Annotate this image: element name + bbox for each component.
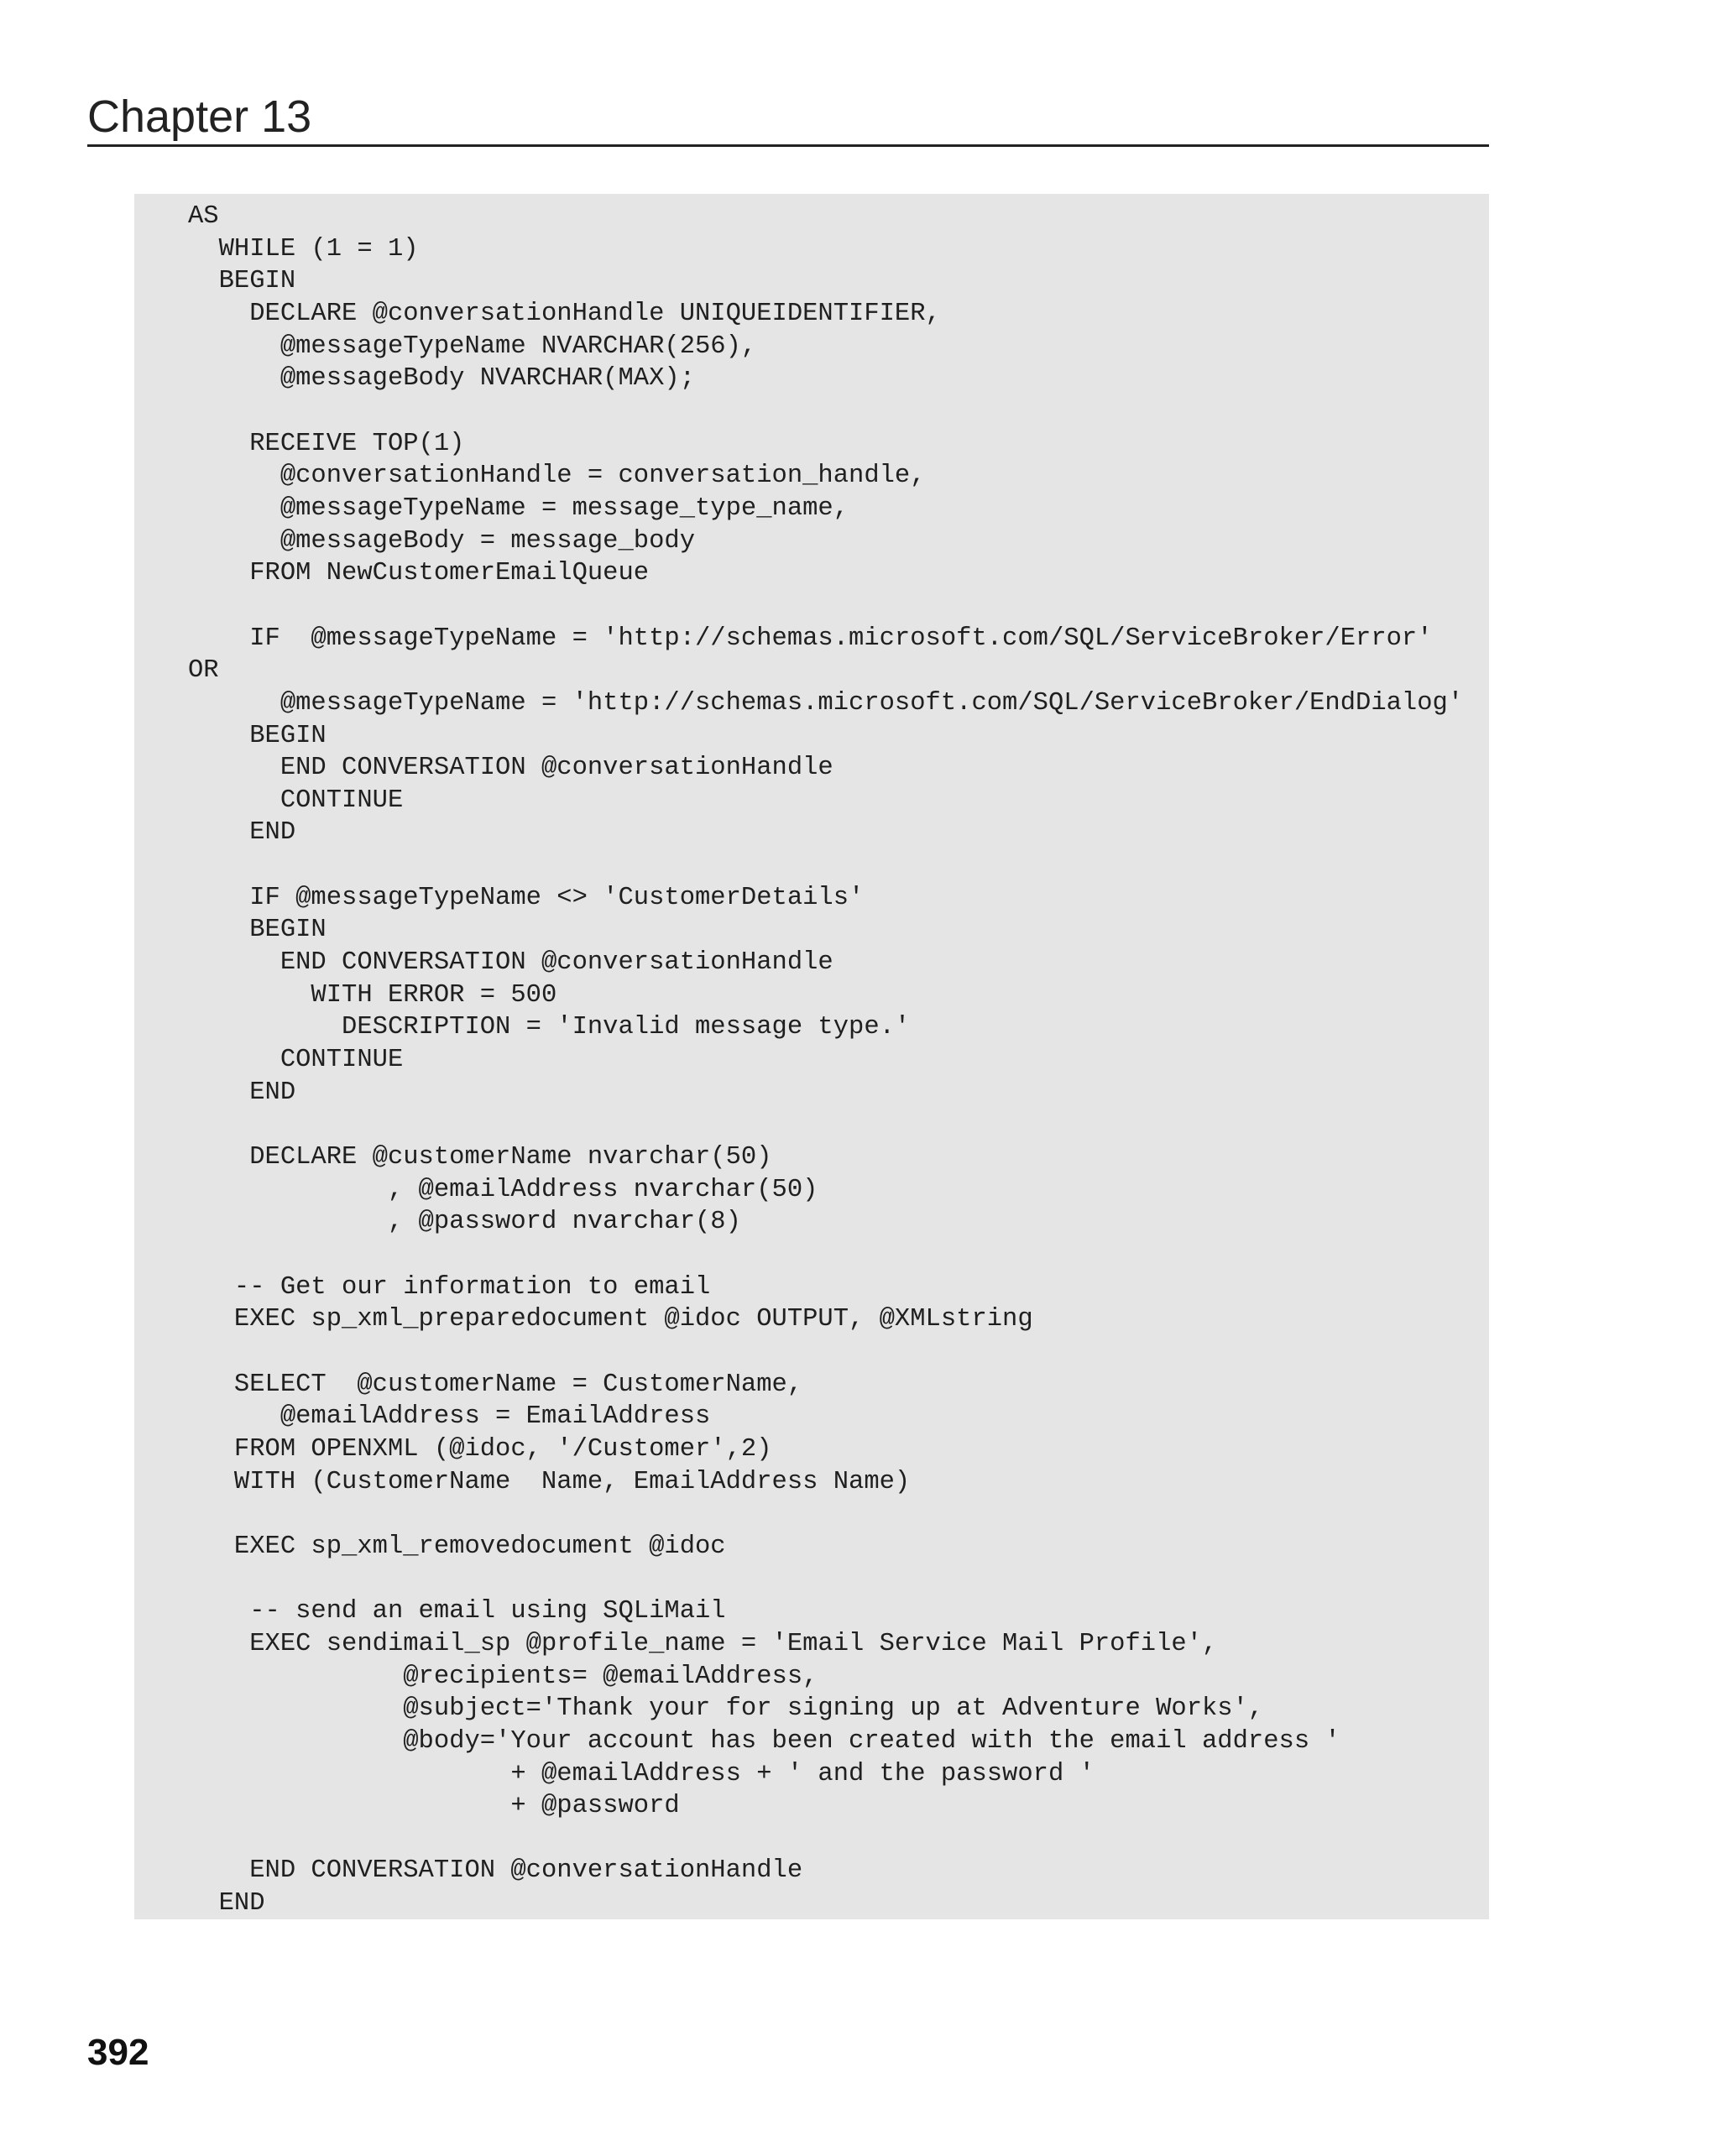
page-number: 392: [87, 2032, 149, 2073]
code-line: FROM NewCustomerEmailQueue: [188, 559, 650, 588]
chapter-header: [87, 84, 1489, 147]
chapter-title: Chapter 13: [87, 91, 312, 142]
code-line: RECEIVE TOP(1): [188, 429, 465, 458]
code-line: @subject='Thank your for signing up at Adventure Works',: [188, 1694, 1264, 1724]
code-line: END CONVERSATION @conversationHandle: [188, 1856, 803, 1886]
code-line: IF @messageTypeName <> 'CustomerDetails': [188, 883, 865, 912]
code-line: @messageTypeName = message_type_name,: [188, 493, 849, 523]
code-line: AS: [188, 202, 219, 231]
code-line: WITH ERROR = 500: [188, 980, 557, 1010]
code-line: END: [188, 1078, 296, 1107]
code-line: @messageTypeName NVARCHAR(256),: [188, 331, 757, 361]
code-line: CONTINUE: [188, 786, 404, 815]
code-line: EXEC sp_xml_preparedocument @idoc OUTPUT, @XMLstring: [188, 1305, 1033, 1334]
code-line: DECLARE @conversationHandle UNIQUEIDENTIFIER,: [188, 299, 941, 328]
code-line: @messageBody NVARCHAR(MAX);: [188, 364, 695, 394]
code-line: WHILE (1 = 1): [188, 234, 419, 264]
code-line: END: [188, 1889, 265, 1918]
code-line: END: [188, 818, 296, 848]
code-line: + @emailAddress + ' and the password ': [188, 1759, 1095, 1788]
code-line: EXEC sendimail_sp @profile_name = 'Email Service Mail Profile',: [188, 1629, 1218, 1658]
code-line: @conversationHandle = conversation_handle,: [188, 462, 926, 491]
code-line: + @password: [188, 1792, 680, 1821]
code-line: -- send an email using SQLiMail: [188, 1597, 726, 1626]
code-text: [188, 201, 1463, 1920]
code-line: BEGIN: [188, 916, 327, 945]
code-line: IF @messageTypeName = 'http://schemas.microsoft.com/SQL/ServiceBroker/Error': [188, 624, 1433, 653]
code-listing: [134, 194, 1489, 1919]
code-line: CONTINUE: [188, 1046, 404, 1075]
code-line: , @emailAddress nvarchar(50): [188, 1175, 818, 1204]
code-line: @emailAddress = EmailAddress: [188, 1402, 711, 1432]
code-line: , @password nvarchar(8): [188, 1208, 741, 1237]
code-line: SELECT @customerName = CustomerName,: [188, 1370, 803, 1399]
code-line: DESCRIPTION = 'Invalid message type.': [188, 1013, 911, 1042]
code-line: @recipients= @emailAddress,: [188, 1662, 818, 1691]
code-line: BEGIN: [188, 267, 296, 296]
code-line: DECLARE @customerName nvarchar(50): [188, 1143, 772, 1172]
code-line: FROM OPENXML (@idoc, '/Customer',2): [188, 1434, 772, 1464]
code-line: END CONVERSATION @conversationHandle: [188, 754, 833, 783]
code-line: WITH (CustomerName Name, EmailAddress Name): [188, 1467, 911, 1496]
code-line: @body='Your account has been created with the email address ': [188, 1726, 1340, 1756]
code-line: OR: [188, 656, 219, 686]
code-line: @messageTypeName = 'http://schemas.microsoft.com/SQL/ServiceBroker/EndDialog': [188, 688, 1464, 718]
code-line: -- Get our information to email: [188, 1272, 711, 1302]
code-line: BEGIN: [188, 721, 327, 750]
code-line: EXEC sp_xml_removedocument @idoc: [188, 1532, 726, 1561]
code-line: END CONVERSATION @conversationHandle: [188, 948, 833, 978]
code-line: @messageBody = message_body: [188, 526, 695, 556]
